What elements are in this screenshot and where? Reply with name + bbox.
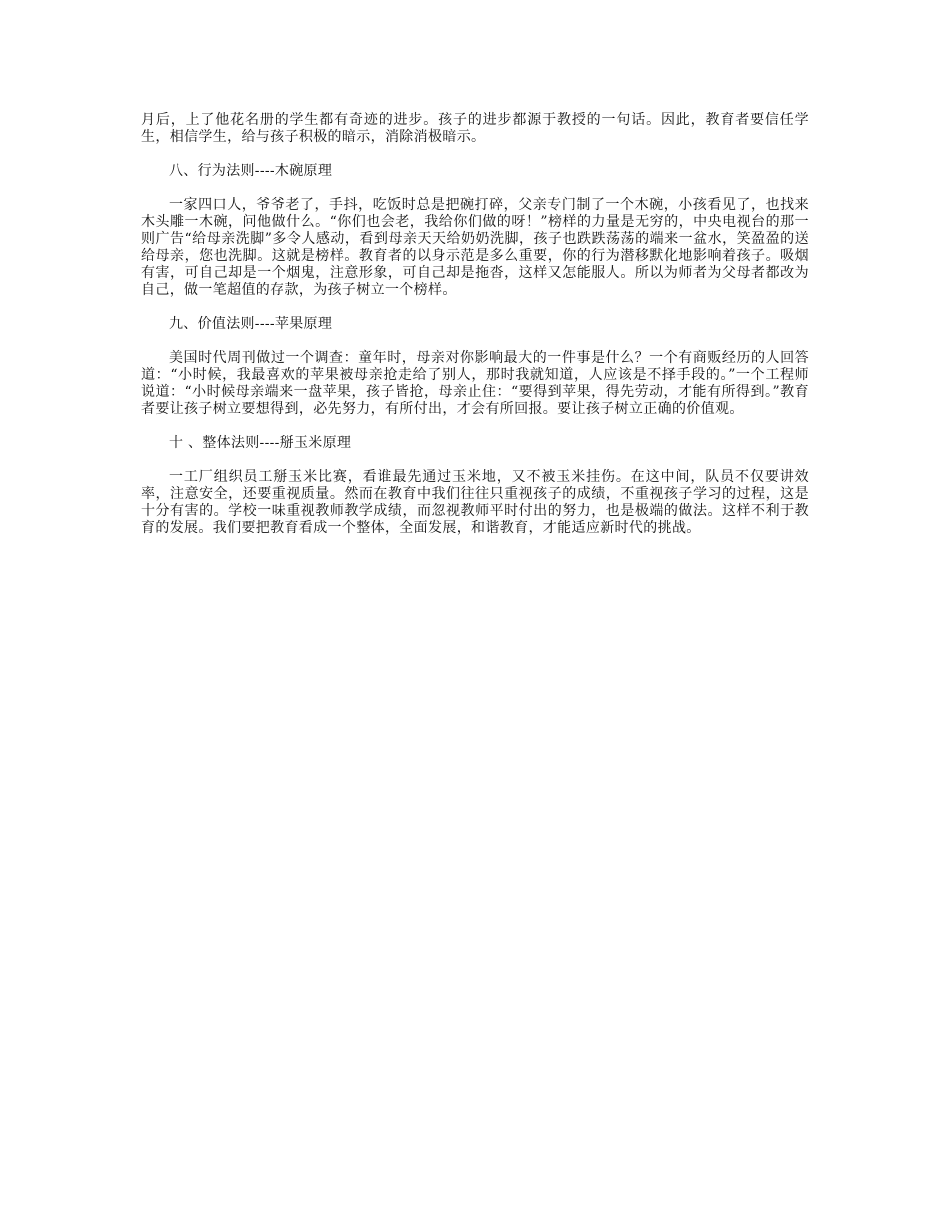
section-heading-behavior-rule: 八、行为法则----木碗原理: [169, 163, 333, 179]
spacer: [141, 418, 809, 435]
document-page: [141, 112, 809, 537]
paragraph-continued-teacher-expectation: 月后，上了他花名册的学生都有奇迹的进步。孩子的进步都源于教授的一句话。因此，教育者要信任学生，相信学生，给与孩子积极的暗示，消除消极暗示。: [141, 112, 809, 145]
spacer: [141, 333, 809, 350]
spacer: [141, 180, 809, 197]
spacer: [141, 299, 809, 316]
paragraph-wooden-bowl: 一家四口人，爷爷老了，手抖，吃饭时总是把碗打碎，父亲专门制了一个木碗，小孩看见了，也找来木头雕一木碗，问他做什么。“你们也会老，我给你们做的呀！”榜样的力量是无穷的，中央电视台的那一则广告“给母亲洗脚”多令人感动，看到母亲天天给奶奶洗脚，孩子也跌跌荡荡的端来一盆水，笑盈盈的送给母亲，您也洗脚。这就是榜样。教育者的以身示范是多么重要，你的行为潜移默化地影响着孩子。吸烟有害，可自己却是一个烟鬼，注意形象，可自己却是拖沓，这样又怎能服人。所以为师者为父母者都改为自己，做一笔超值的存款，为孩子树立一个榜样。: [141, 197, 809, 298]
section-heading-value-rule: 九、价值法则----苹果原理: [169, 316, 333, 332]
spacer: [141, 452, 809, 469]
paragraph-apple: 美国时代周刊做过一个调查：童年时，母亲对你影响最大的一件事是什么？一个有商贩经历的人回答道：“小时候，我最喜欢的苹果被母亲抢走给了别人，那时我就知道，人应该是不择手段的。”一个工程师说道：“小时候母亲端来一盘苹果，孩子皆抢，母亲止住：“要得到苹果，得先劳动，才能有所得到。”教育者要让孩子树立要想得到，必先努力，有所付出，才会有所回报。要让孩子树立正确的价值观。: [141, 350, 809, 417]
paragraph-corn: 一工厂组织员工掰玉米比赛，看谁最先通过玉米地，又不被玉米挂伤。在这中间，队员不仅要讲效率，注意安全，还要重视质量。然而在教育中我们往往只重视孩子的成绩，不重视孩子学习的过程，这是十分有害的。学校一味重视教师教学成绩，而忽视教师平时付出的努力，也是极端的做法。这样不利于教育的发展。我们要把教育看成一个整体，全面发展，和谐教育，才能适应新时代的挑战。: [141, 469, 809, 536]
section-heading-whole-rule: 十 、整体法则----掰玉米原理: [169, 435, 352, 451]
spacer: [141, 146, 809, 163]
